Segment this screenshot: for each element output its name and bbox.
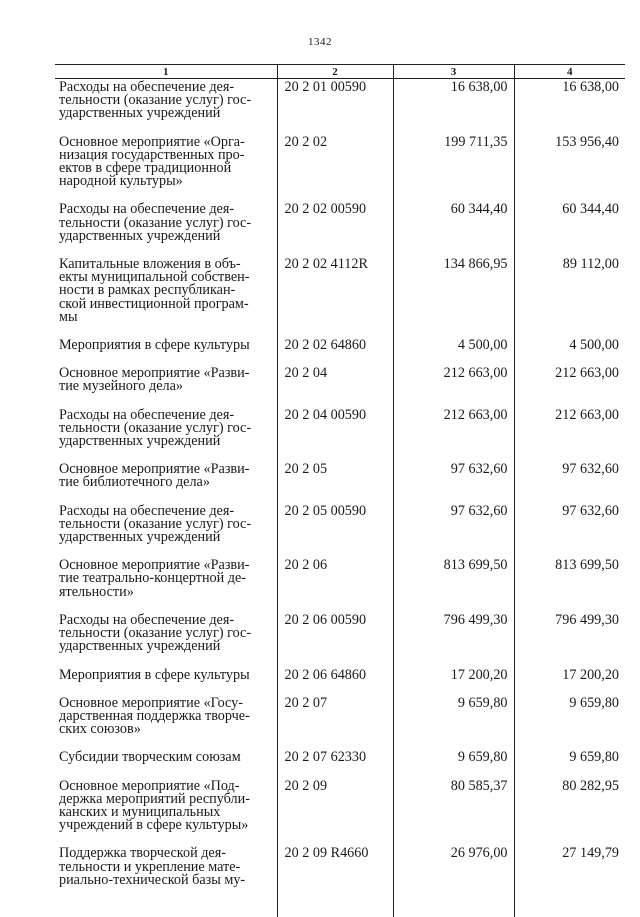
row-code-cell: 20 2 09 xyxy=(277,776,393,844)
budget-table xyxy=(55,64,625,917)
row-code-cell: 20 2 07 62330 xyxy=(277,747,393,775)
row-code-cell: 20 2 05 xyxy=(277,459,393,500)
row-value-col3: 16 638,00 xyxy=(393,79,514,132)
table-row xyxy=(55,79,625,132)
row-code-cell: 20 2 02 xyxy=(277,132,393,200)
column-header-1: 1 xyxy=(55,65,277,79)
row-name-line: Основное мероприятие «Разви- xyxy=(59,461,250,478)
row-name-line: Мероприятия в сфере культуры xyxy=(59,337,250,354)
table-row xyxy=(55,693,625,748)
table-row xyxy=(55,610,625,665)
row-name-line: народной культуры» xyxy=(59,173,183,190)
row-value-col3: 796 499,30 xyxy=(393,610,514,665)
row-code-cell: 20 2 01 00590 xyxy=(277,79,393,132)
row-name-cell xyxy=(55,335,277,363)
row-name-cell xyxy=(55,254,277,335)
row-name-line: Расходы на обеспечение дея- xyxy=(59,406,235,423)
row-name-cell xyxy=(55,843,277,917)
row-name-cell xyxy=(55,610,277,665)
row-value-col4: 9 659,80 xyxy=(514,693,625,748)
column-header-3: 3 xyxy=(393,65,514,79)
row-name-line: дарственная поддержка творче- xyxy=(59,707,250,724)
column-header-4: 4 xyxy=(514,65,625,79)
row-name-line: Расходы на обеспечение дея- xyxy=(59,201,235,218)
table-row xyxy=(55,555,625,610)
row-name-cell xyxy=(55,501,277,556)
row-name-cell xyxy=(55,199,277,254)
row-name-line: Расходы на обеспечение дея- xyxy=(59,79,235,95)
row-value-col3: 212 663,00 xyxy=(393,363,514,404)
row-name-cell xyxy=(55,459,277,500)
table-row xyxy=(55,132,625,200)
row-name-line: тельности (оказание услуг) гос- xyxy=(59,214,252,231)
row-value-col4: 813 699,50 xyxy=(514,555,625,610)
row-value-col3: 97 632,60 xyxy=(393,501,514,556)
row-name-line: ударственных учреждений xyxy=(59,105,221,122)
row-name-line: тие музейного дела» xyxy=(59,378,183,395)
row-name-line: Расходы на обеспечение дея- xyxy=(59,502,235,519)
row-code-cell: 20 2 04 xyxy=(277,363,393,404)
row-value-col4: 153 956,40 xyxy=(514,132,625,200)
row-name-cell xyxy=(55,776,277,844)
row-value-col4: 60 344,40 xyxy=(514,199,625,254)
row-name-line: ектов в сфере традиционной xyxy=(59,160,232,177)
row-name-line: тельности (оказание услуг) гос- xyxy=(59,92,252,109)
table-row xyxy=(55,363,625,404)
row-value-col4: 80 282,95 xyxy=(514,776,625,844)
row-name-line: ской инвестиционной програм- xyxy=(59,295,249,312)
row-code-cell: 20 2 06 64860 xyxy=(277,665,393,693)
row-name-cell xyxy=(55,665,277,693)
row-name-line: ударственных учреждений xyxy=(59,227,221,244)
row-name-line: ударственных учреждений xyxy=(59,638,221,655)
row-value-col3: 97 632,60 xyxy=(393,459,514,500)
row-name-line: Основное мероприятие «Орга- xyxy=(59,133,245,150)
row-name-cell xyxy=(55,79,277,132)
row-name-line: ятельности» xyxy=(59,583,134,600)
row-value-col3: 17 200,20 xyxy=(393,665,514,693)
row-code-cell: 20 2 02 64860 xyxy=(277,335,393,363)
row-code-cell: 20 2 07 xyxy=(277,693,393,748)
row-name-line: Субсидии творческим союзам xyxy=(59,749,241,766)
table-row xyxy=(55,843,625,917)
page-number: 1342 xyxy=(308,36,332,48)
row-code-cell: 20 2 06 xyxy=(277,555,393,610)
row-value-col4: 97 632,60 xyxy=(514,459,625,500)
row-name-line: Поддержка творческой дея- xyxy=(59,845,226,862)
row-name-line: ударственных учреждений xyxy=(59,433,221,450)
row-name-cell xyxy=(55,132,277,200)
row-name-line: Основное мероприятие «Госу- xyxy=(59,694,243,711)
row-code-cell: 20 2 05 00590 xyxy=(277,501,393,556)
row-value-col4: 89 112,00 xyxy=(514,254,625,335)
row-name-line: канских и муниципальных xyxy=(59,803,221,820)
row-value-col3: 9 659,80 xyxy=(393,693,514,748)
table-row xyxy=(55,254,625,335)
row-code-cell: 20 2 04 00590 xyxy=(277,405,393,460)
row-name-line: низация государственных про- xyxy=(59,146,245,163)
row-value-col3: 9 659,80 xyxy=(393,747,514,775)
row-name-line: тельности (оказание услуг) гос- xyxy=(59,625,252,642)
row-name-cell xyxy=(55,747,277,775)
row-name-line: держка мероприятий республи- xyxy=(59,790,250,807)
row-value-col4: 212 663,00 xyxy=(514,405,625,460)
table-row xyxy=(55,747,625,775)
table-row xyxy=(55,776,625,844)
row-value-col3: 813 699,50 xyxy=(393,555,514,610)
table-row xyxy=(55,459,625,500)
row-name-line: Основное мероприятие «Разви- xyxy=(59,365,250,382)
table-row xyxy=(55,405,625,460)
table-row xyxy=(55,665,625,693)
row-name-cell xyxy=(55,363,277,404)
row-name-line: Капитальные вложения в объ- xyxy=(59,256,241,273)
row-name-line: тие библиотечного дела» xyxy=(59,474,210,491)
row-value-col3: 199 711,35 xyxy=(393,132,514,200)
row-name-line: тельности (оказание услуг) гос- xyxy=(59,419,252,436)
row-value-col3: 4 500,00 xyxy=(393,335,514,363)
row-name-cell xyxy=(55,693,277,748)
row-name-cell xyxy=(55,405,277,460)
row-value-col4: 27 149,79 xyxy=(514,843,625,917)
row-name-line: ности в рамках республикан- xyxy=(59,282,236,299)
row-value-col4: 16 638,00 xyxy=(514,79,625,132)
row-name-line: Мероприятия в сфере культуры xyxy=(59,666,250,683)
row-value-col4: 9 659,80 xyxy=(514,747,625,775)
row-name-cell xyxy=(55,555,277,610)
header-row xyxy=(55,65,625,79)
row-name-line: риально-технической базы му- xyxy=(59,871,246,888)
row-value-col3: 134 866,95 xyxy=(393,254,514,335)
row-name-line: Расходы на обеспечение дея- xyxy=(59,611,235,628)
row-name-line: ударственных учреждений xyxy=(59,529,221,546)
table-row xyxy=(55,501,625,556)
row-name-line: тие театрально-концертной де- xyxy=(59,570,247,587)
row-code-cell: 20 2 02 00590 xyxy=(277,199,393,254)
row-name-line: екты муниципальной собствен- xyxy=(59,269,250,286)
row-name-line: тельности и укрепление мате- xyxy=(59,858,241,875)
row-value-col4: 212 663,00 xyxy=(514,363,625,404)
row-value-col3: 80 585,37 xyxy=(393,776,514,844)
row-name-line: учреждений в сфере культуры» xyxy=(59,817,249,834)
row-value-col4: 4 500,00 xyxy=(514,335,625,363)
row-name-line: ских союзов» xyxy=(59,721,141,738)
row-code-cell: 20 2 09 R4660 xyxy=(277,843,393,917)
row-value-col3: 26 976,00 xyxy=(393,843,514,917)
table-row xyxy=(55,199,625,254)
table-row xyxy=(55,335,625,363)
row-code-cell: 20 2 02 4112R xyxy=(277,254,393,335)
row-value-col4: 796 499,30 xyxy=(514,610,625,665)
row-name-line: Основное мероприятие «Под- xyxy=(59,777,240,794)
row-value-col3: 60 344,40 xyxy=(393,199,514,254)
table-body xyxy=(55,79,625,917)
row-value-col3: 212 663,00 xyxy=(393,405,514,460)
row-value-col4: 97 632,60 xyxy=(514,501,625,556)
row-name-line: Основное мероприятие «Разви- xyxy=(59,557,250,574)
row-name-line: мы xyxy=(59,308,78,325)
row-name-line: тельности (оказание услуг) гос- xyxy=(59,515,252,532)
row-value-col4: 17 200,20 xyxy=(514,665,625,693)
row-code-cell: 20 2 06 00590 xyxy=(277,610,393,665)
column-header-2: 2 xyxy=(277,65,393,79)
